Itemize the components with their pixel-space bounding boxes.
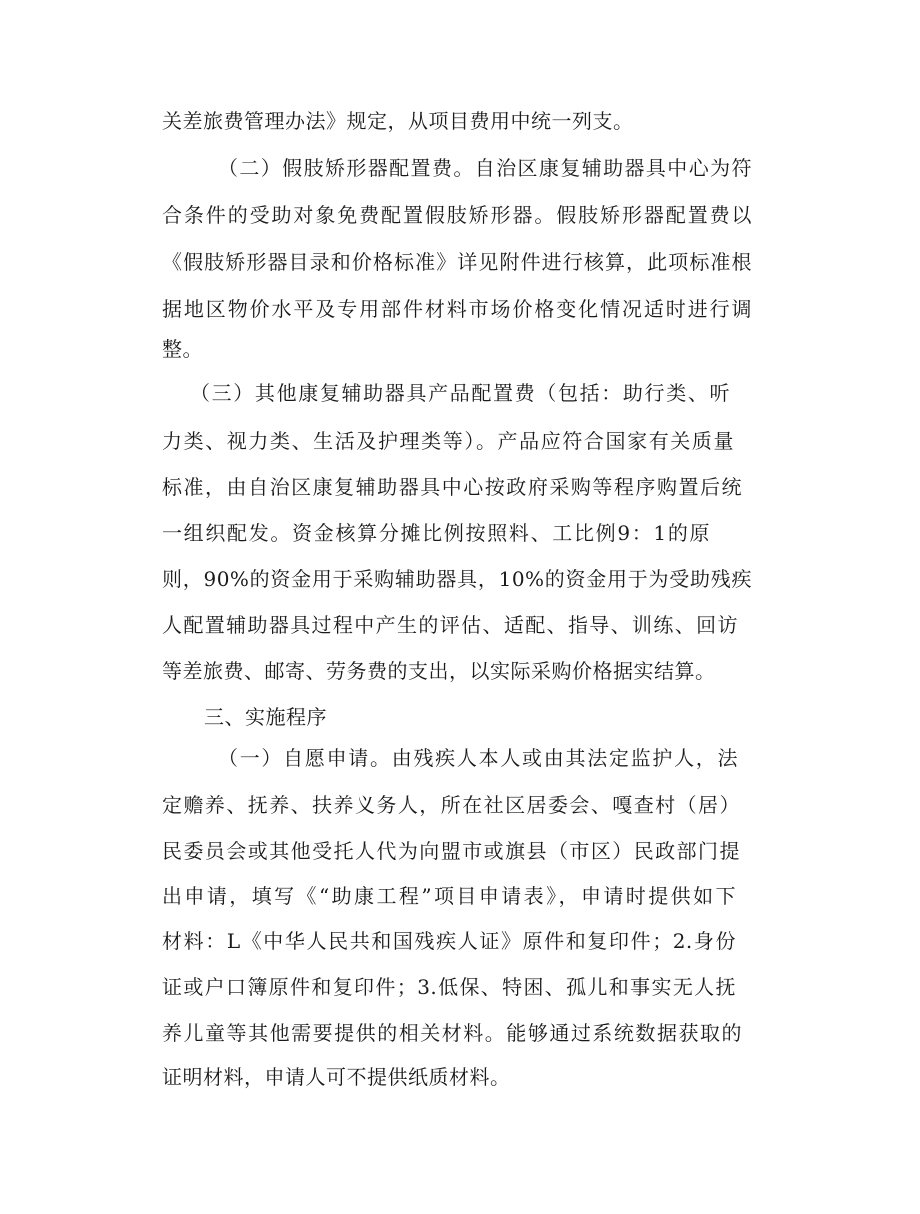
text-line: 力类、视力类、生活及护理类等）。产品应符合国家有关质量 xyxy=(162,429,734,453)
text-line: 整。 xyxy=(162,337,203,361)
text-line: 则，90%的资金用于采购辅助器具，10%的资金用于为受助残疾 xyxy=(162,567,752,591)
text-line: 据地区物价水平及专用部件材料市场价格变化情况适时进行调 xyxy=(162,297,752,321)
section-heading: 三、实施程序 xyxy=(204,705,327,729)
text-line: 人配置辅助器具过程中产生的评估、适配、指导、训练、回访 xyxy=(162,613,738,637)
text-line: 标准，由自治区康复辅助器具中心按政府采购等程序购置后统 xyxy=(162,475,742,499)
text-line: 合条件的受助对象免费配置假肢矫形器。假肢矫形器配置费以 xyxy=(162,203,752,227)
text-line: 养儿童等其他需要提供的相关材料。能够通过系统数据获取的 xyxy=(162,1021,742,1045)
text-line: 《假肢矫形器目录和价格标准》详见附件进行核算，此项标准根 xyxy=(162,250,752,274)
text-line: 定赡养、抚养、扶养义务人，所在社区居委会、嘎查村（居） xyxy=(162,793,740,817)
paragraph-two-heading: （二）假肢矫形器配置费。自治区康复辅助器具中心为符 xyxy=(218,156,752,180)
text-line: 证明材料，申请人可不提供纸质材料。 xyxy=(162,1065,511,1089)
text-line: 民委员会或其他受托人代为向盟市或旗县（市区）民政部门提 xyxy=(162,839,740,863)
text-line: 关差旅费管理办法》规定，从项目费用中统一列支。 xyxy=(162,109,634,133)
text-line: 材料：L《中华人民共和国残疾人证》原件和复印件；2.身份 xyxy=(162,929,736,953)
text-line: 一组织配发。资金核算分摊比例按照料、工比例9：1的原 xyxy=(162,521,710,545)
text-line: 出申请，填写《“助康工程”项目申请表》，申请时提供如下 xyxy=(162,884,736,908)
paragraph-one-heading: （一）自愿申请。由残疾人本人或由其法定监护人，法 xyxy=(218,746,738,770)
text-line: 证或户口簿原件和复印件；3.低保、特困、孤儿和事实无人抚 xyxy=(162,975,736,999)
paragraph-three-heading: （三）其他康复辅助器具产品配置费（包括：助行类、听 xyxy=(190,381,730,405)
text-line: 等差旅费、邮寄、劳务费的支出，以实际采购价格据实结算。 xyxy=(162,659,716,683)
